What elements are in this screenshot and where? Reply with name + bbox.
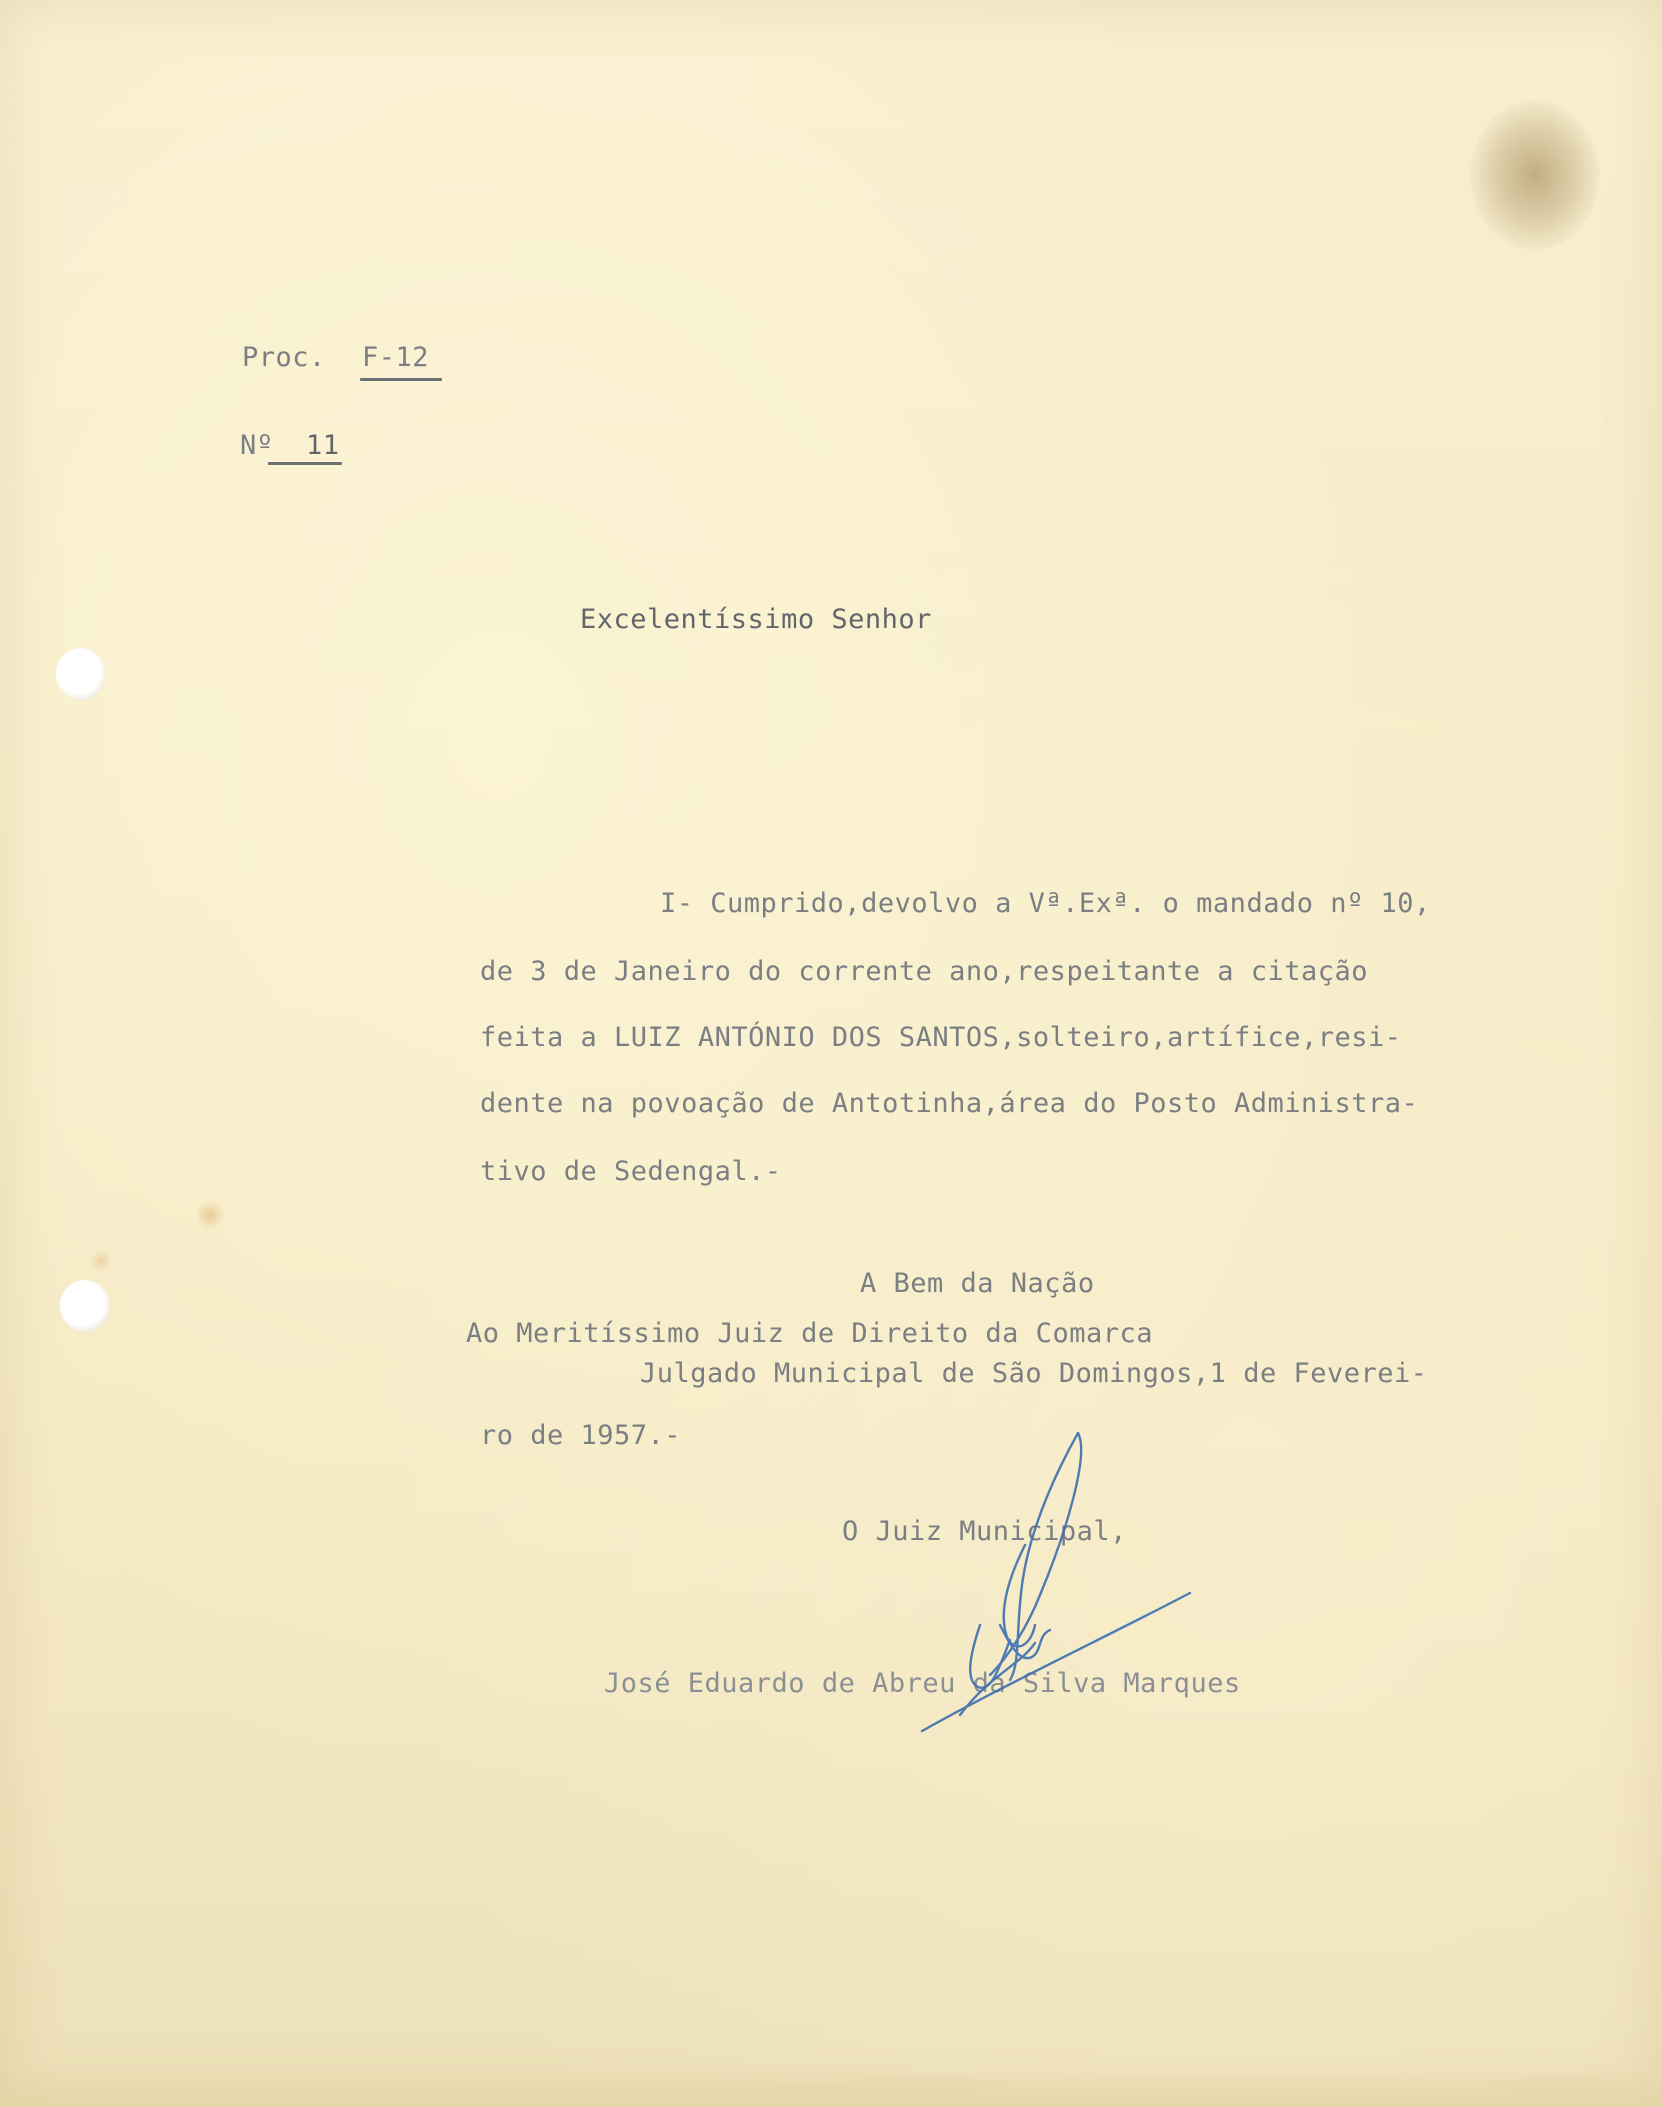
closing-formula: A Bem da Nação [860,1268,1095,1299]
number-value: 11 [306,430,340,461]
number-label: Nº [240,430,274,461]
signer-name: José Eduardo de Abreu da Silva Marques [604,1668,1241,1699]
body-line-4: dente na povoação de Antotinha,área do Posto Administra- [480,1088,1419,1119]
body-line-1: I- Cumprido,devolvo a Vª.Exª. o mandado nº 10, [660,888,1431,919]
proc-label: Proc. [242,342,326,373]
proc-value: F-12 [362,342,430,373]
addressee: Ao Meritíssimo Juiz de Direito da Comarca [466,1318,1153,1349]
punch-hole-lower [60,1280,110,1332]
number-underline [268,462,342,465]
water-stain [1470,100,1600,250]
handwritten-signature [860,1425,1200,1745]
punch-hole-upper [56,648,106,700]
small-stain [195,1200,225,1230]
body-line-5: tivo de Sedengal.- [480,1156,782,1187]
body-line-2: de 3 de Janeiro do corrente ano,respeitante a citação [480,956,1369,987]
body-line-3: feita a LUIZ ANTÓNIO DOS SANTOS,solteiro,artífice,resi- [480,1022,1402,1053]
paper-edge [0,2070,1662,2107]
small-stain [90,1250,112,1272]
place-date-line-1: Julgado Municipal de São Domingos,1 de Feverei- [640,1358,1428,1389]
salutation: Excelentíssimo Senhor [580,604,932,635]
proc-underline [360,378,442,381]
place-date-line-2: ro de 1957.- [480,1420,682,1451]
signer-title: O Juiz Municipal, [842,1516,1127,1547]
